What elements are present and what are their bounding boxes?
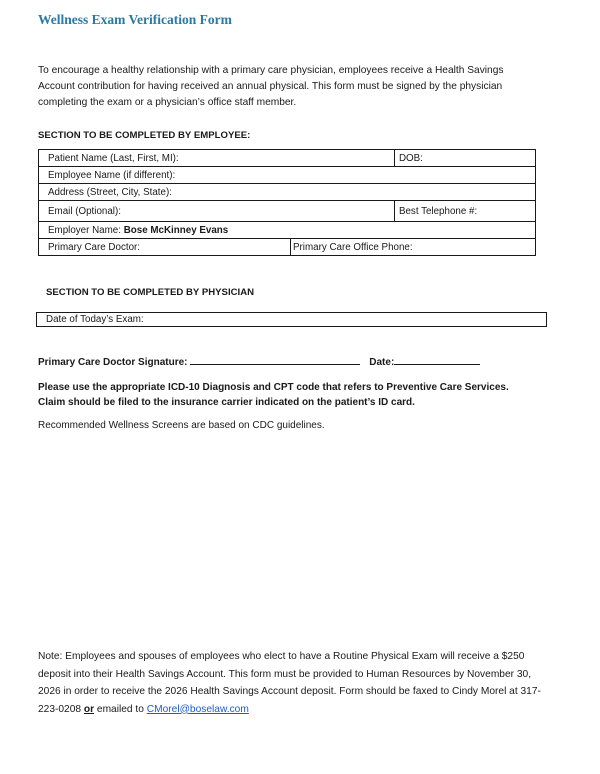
employee-info-table [38, 149, 536, 256]
best-telephone-field[interactable]: Best Telephone #: [394, 201, 535, 222]
footer-or: or [83, 703, 95, 715]
exam-date-field[interactable]: Date of Today’s Exam: [36, 312, 547, 327]
email-field[interactable]: Email (Optional): [39, 201, 395, 222]
hr-email-link[interactable]: CMorel@boselaw.com [146, 703, 249, 715]
employee-section-heading: SECTION TO BE COMPLETED BY EMPLOYEE: [38, 130, 251, 141]
employer-name-label: Employer Name: [48, 224, 124, 236]
dob-field[interactable]: DOB: [394, 150, 535, 167]
recommended-screens-note: Recommended Wellness Screens are based on CDC guidelines. [38, 420, 325, 431]
date-line[interactable] [394, 354, 480, 365]
primary-care-doctor-field[interactable]: Primary Care Doctor: [39, 239, 291, 256]
intro-paragraph: To encourage a healthy relationship with a primary care physician, employees receive a Health Savings Account contribution for having received an annual physical. This form must be signed by the physician completing the exam or a physician’s office staff member. [38, 65, 504, 108]
employer-name-value: Bose McKinney Evans [123, 224, 229, 236]
primary-care-phone-field[interactable]: Primary Care Office Phone: [291, 239, 536, 256]
footer-emailed-to: emailed to [94, 703, 147, 715]
footer-note [38, 648, 548, 718]
footer-text: Note: Employees and spouses of employees who elect to have a Routine Physical Exam will receive a $250 deposit into their Health Savings Account. This form must be provided to Human Resources by November 30, 2026 in order to receive the 2026 Health Savings Account deposit. Form should be faxed to Cindy Morel at 317-223-0208 [38, 651, 541, 715]
signature-line[interactable] [190, 354, 360, 365]
form-title: Wellness Exam Verification Form [38, 12, 232, 27]
signature-row [38, 354, 480, 368]
employee-name-field[interactable]: Employee Name (if different): [39, 167, 536, 184]
address-field[interactable]: Address (Street, City, State): [39, 184, 536, 201]
coding-instructions: Please use the appropriate ICD-10 Diagnosis and CPT code that refers to Preventive Care Services. Claim should be filed to the insurance carrier indicated on the patient’s ID card. [38, 382, 509, 408]
patient-name-field[interactable]: Patient Name (Last, First, MI): [39, 150, 395, 167]
signature-label: Primary Care Doctor Signature: [38, 357, 191, 368]
date-label: Date: [369, 357, 395, 368]
employer-name-field [39, 222, 536, 239]
physician-section-heading: SECTION TO BE COMPLETED BY PHYSICIAN [46, 287, 255, 298]
